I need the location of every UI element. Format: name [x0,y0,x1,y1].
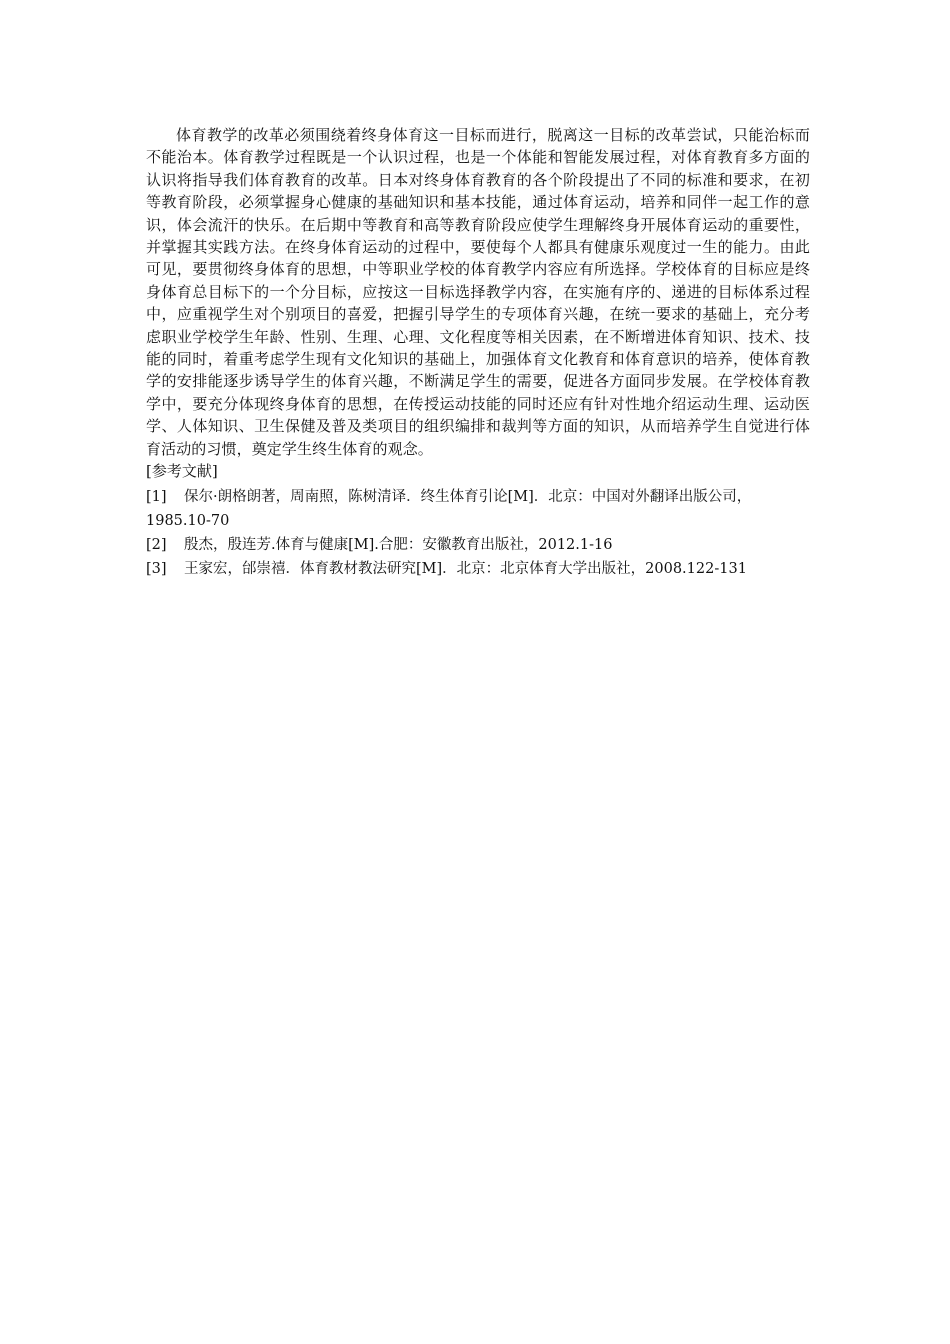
references-heading: [参考文献] [146,462,218,481]
document-content [146,124,810,581]
reference-index: [3] [146,560,167,577]
reference-list [146,485,810,581]
reference-text: 殷杰，殷连芳.体育与健康[M].合肥：安徽教育出版社，2012.1-16 [184,536,613,553]
reference-item [146,485,810,533]
reference-item [146,533,810,557]
reference-text: 保尔·朗格朗著，周南照，陈树清译．终生体育引论[M]．北京：中国对外翻译出版公司，1985.10-70 [146,488,752,529]
reference-text: 王家宏，邰崇禧．体育教材教法研究[M]．北京：北京体育大学出版社，2008.122-131 [184,560,747,577]
reference-index: [2] [146,536,167,553]
reference-item [146,557,810,581]
reference-index: [1] [146,488,167,505]
body-paragraph: 体育教学的改革必须围绕着终身体育这一目标而进行，脱离这一目标的改革尝试，只能治标而不能治本。体育教学过程既是一个认识过程，也是一个体能和智能发展过程，对体育教育多方面的认识将指导我们体育教育的改革。日本对终身体育教育的各个阶段提出了不同的标准和要求，在初等教育阶段，必须掌握身心健康的基础知识和基本技能，通过体育运动，培养和同伴一起工作的意识，体会流汗的快乐。在后期中等教育和高等教育阶段应使学生理解终身开展体育运动的重要性，并掌握其实践方法。在终身体育运动的过程中，要使每个人都具有健康乐观度过一生的能力。由此可见，要贯彻终身体育的思想，中等职业学校的体育教学内容应有所选择。学校体育的目标应是终身体育总目标下的一个分目标，应按这一目标选择教学内容，在实施有序的、递进的目标体系过程中，应重视学生对个别项目的喜爱，把握引导学生的专项体育兴趣，在统一要求的基础上，充分考虑职业学校学生年龄、性别、生理、心理、文化程度等相关因素，在不断增进体育知识、技术、技能的同时，着重考虑学生现有文化知识的基础上，加强体育文化教育和体育意识的培养，使体育教学的安排能逐步诱导学生的体育兴趣，不断满足学生的需要，促进各方面同步发展。在学校体育教学中，要充分体现终身体育的思想，在传授运动技能的同时还应有针对性地介绍运动生理、运动医学、人体知识、卫生保健及普及类项目的组织编排和裁判等方面的知识，从而培养学生自觉进行体育活动的习惯，奠定学生终生体育的观念。 [146,126,810,458]
